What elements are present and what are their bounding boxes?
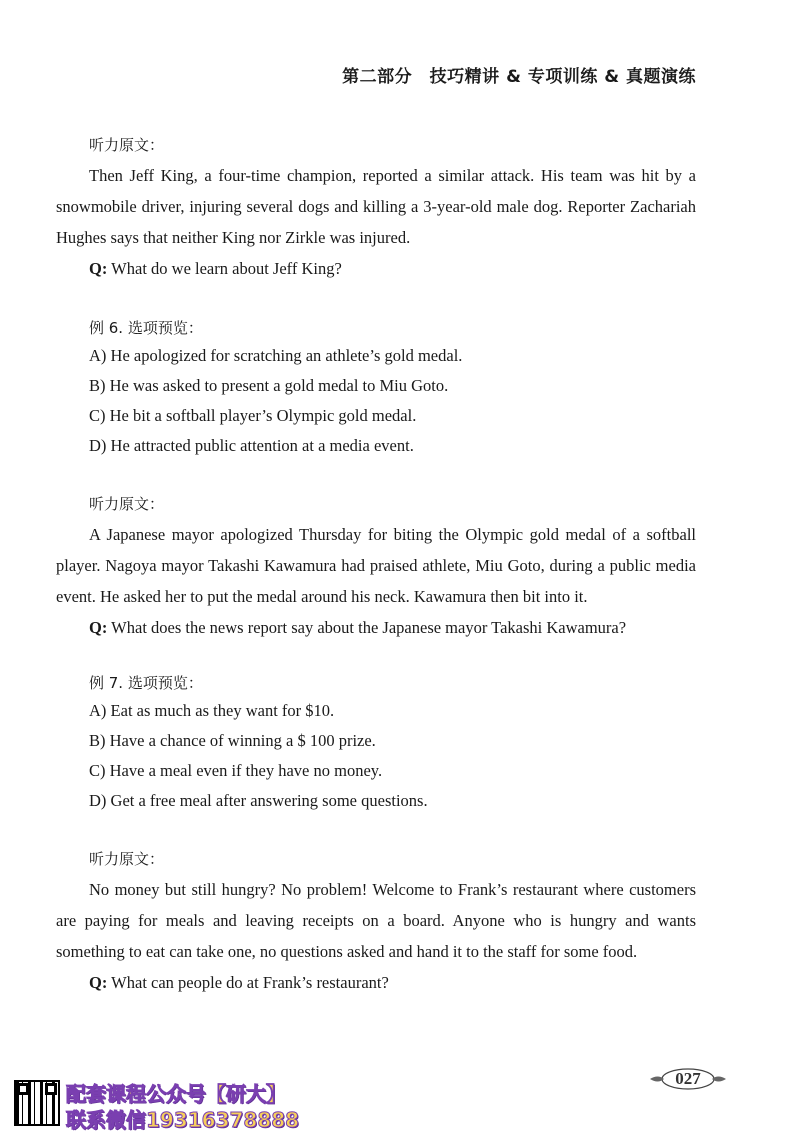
- option-c: C) He bit a softball player’s Olympic gold medal.: [89, 406, 417, 425]
- option-b: B) He was asked to present a gold medal to Miu Goto.: [89, 376, 449, 395]
- option-b: B) Have a chance of winning a $ 100 prize.: [89, 731, 376, 750]
- question-text: What can people do at Frank’s restaurant?: [111, 973, 389, 992]
- qr-code-icon[interactable]: [14, 1080, 60, 1126]
- option-a: A) Eat as much as they want for $10.: [89, 701, 335, 720]
- running-header: 第二部分 技巧精讲 & 专项训练 & 真题演练: [342, 67, 696, 87]
- transcript-heading: 听力原文：: [89, 495, 165, 513]
- transcript-paragraph: Then Jeff King, a four-time champion, reported a similar attack. His team was hit by a snowmobile driver, injuring several dogs and killing a 3-year-old male dog. Reporter Zachariah Hughes says that neither King nor Zirkle was injured.: [56, 166, 696, 247]
- question-label: Q:: [89, 973, 108, 992]
- options-section-6: [56, 317, 696, 461]
- transcript-paragraph: No money but still hungry? No problem! Welcome to Frank’s restaurant where customers are paying for meals and leaving receipts on a board. Anyone who is hungry and wants something to eat can take one, no questions asked and hand it to the staff for some food.: [56, 880, 696, 961]
- options-list: [89, 341, 696, 461]
- transcript-section-3: [56, 848, 696, 998]
- option-d: D) Get a free meal after answering some questions.: [89, 791, 428, 810]
- question-line: [89, 612, 696, 643]
- promo-line-1: 配套课程公众号【研大】: [66, 1082, 286, 1106]
- option-c: C) Have a meal even if they have no money.: [89, 761, 383, 780]
- option-a: A) He apologized for scratching an athlete’s gold medal.: [89, 346, 463, 365]
- question-text: What do we learn about Jeff King?: [111, 259, 342, 278]
- question-line: [89, 253, 696, 284]
- transcript-heading: 听力原文：: [89, 136, 165, 154]
- options-list: [89, 696, 696, 816]
- page-number-badge: [648, 1066, 728, 1092]
- promo-line-2: 联系微信19316378888: [66, 1108, 300, 1132]
- options-heading: 例 6. 选项预览：: [89, 319, 203, 337]
- transcript-section-1: [56, 134, 696, 284]
- question-label: Q:: [89, 259, 108, 278]
- footer-promo: [14, 1078, 314, 1130]
- transcript-heading: 听力原文：: [89, 850, 165, 868]
- transcript-paragraph: A Japanese mayor apologized Thursday for biting the Olympic gold medal of a softball player. Nagoya mayor Takashi Kawamura had praised athlete, Miu Goto, during a public media event. He asked her to put the medal around his neck. Kawamura then bit into it.: [56, 525, 696, 606]
- question-label: Q:: [89, 618, 108, 637]
- page-number: 027: [675, 1069, 701, 1088]
- options-section-7: [56, 672, 696, 816]
- transcript-section-2: [56, 493, 696, 643]
- options-heading: 例 7. 选项预览：: [89, 674, 203, 692]
- option-d: D) He attracted public attention at a media event.: [89, 436, 414, 455]
- question-text: What does the news report say about the Japanese mayor Takashi Kawamura?: [111, 618, 627, 637]
- question-line: [89, 967, 696, 998]
